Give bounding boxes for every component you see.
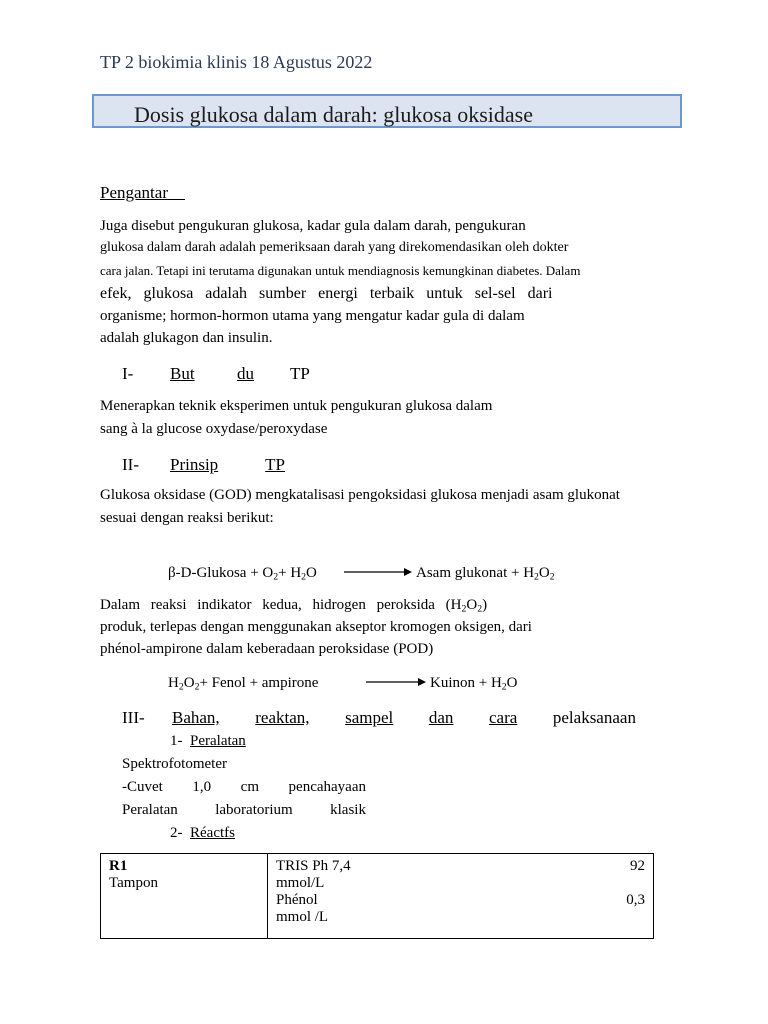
- title-box: [92, 94, 682, 128]
- section1-line-1: Menerapkan teknik eksperimen untuk pengukuran glukosa dalam: [100, 398, 493, 414]
- intro-heading: Pengantar: [100, 183, 168, 202]
- equipment-line-2: -Cuvet 1,0 cm pencahayaan: [122, 779, 366, 795]
- reagent-code: R1: [109, 858, 128, 874]
- list-item: TRIS Ph 7,4 92: [276, 858, 645, 874]
- section2-heading: Prinsip TP: [170, 455, 285, 474]
- item-unit: mmol/L: [276, 875, 325, 891]
- reagent-name: Tampon: [109, 875, 158, 891]
- intro-line-6: adalah glukagon dan insulin.: [100, 330, 273, 346]
- subsection2: 2- Réactfs: [170, 825, 235, 841]
- section3-heading: Bahan, reaktan, sampel dan cara pelaksanaan: [172, 708, 636, 727]
- equipment-line-1: Spektrofotometer: [122, 756, 227, 772]
- intro-line-1: Juga disebut pengukuran glukosa, kadar gula dalam darah, pengukuran: [100, 218, 526, 234]
- reaction2-right: Kuinon + $H_2O$: [430, 675, 518, 693]
- reagent-table: [100, 853, 654, 939]
- reaction1-arrow-icon: [344, 566, 412, 578]
- section2-line-4: produk, terlepas dengan menggunakan akseptor kromogen oksigen, dari: [100, 619, 532, 635]
- table-row: [101, 854, 654, 939]
- reagent-cell: [101, 854, 268, 939]
- section2-line-2: sesuai dengan reaksi berikut:: [100, 510, 274, 526]
- composition-cell: [268, 854, 654, 939]
- document-header: TP 2 biokimia klinis 18 Agustus 2022: [100, 52, 373, 72]
- subsection1: 1- Peralatan: [170, 733, 246, 749]
- section2-line-5: phénol-ampirone dalam keberadaan peroksidase (POD): [100, 641, 434, 657]
- item-unit: mmol /L: [276, 909, 329, 925]
- section1-line-2: sang à la glucose oxydase/peroxydase: [100, 421, 328, 437]
- section2-line-1: Glukosa oksidase (GOD) mengkatalisasi pengoksidasi glukosa menjadi asam glukonat: [100, 487, 620, 503]
- reaction1-right: Asam glukonat + $H_2O_2$: [416, 565, 555, 583]
- section1-number: I-: [122, 364, 134, 383]
- intro-line-5: organisme; hormon-hormon utama yang mengatur kadar gula di dalam: [100, 308, 525, 324]
- intro-line-2: glukosa dalam darah adalah pemeriksaan darah yang direkomendasikan oleh dokter: [100, 240, 569, 255]
- equipment-line-3: Peralatan laboratorium klasik: [122, 802, 366, 818]
- section1-heading: But du: [170, 364, 254, 383]
- section2-number: II-: [122, 455, 139, 474]
- list-item: Phénol 0,3: [276, 892, 645, 908]
- section1-tp: TP: [290, 364, 310, 383]
- section2-line-3: Dalam reaksi indikator kedua, hidrogen peroksida $(H_2O_2)$: [100, 597, 488, 615]
- reaction2-arrow-icon: [366, 676, 426, 688]
- intro-line-4: efek, glukosa adalah sumber energi terbaik untuk sel-sel dari: [100, 285, 553, 302]
- document-title: Dosis glukosa dalam darah: glukosa oksidase: [134, 102, 533, 127]
- intro-line-3: cara jalan. Tetapi ini terutama digunakan untuk mendiagnosis kemungkinan diabetes. Dalam: [100, 263, 581, 278]
- section3-number: III-: [122, 708, 145, 727]
- reaction2-left: $H_2O_2+$ Fenol + ampirone: [168, 675, 319, 693]
- reaction1-left: β-D-Glukosa + $O_2+ H_2O$: [168, 565, 317, 583]
